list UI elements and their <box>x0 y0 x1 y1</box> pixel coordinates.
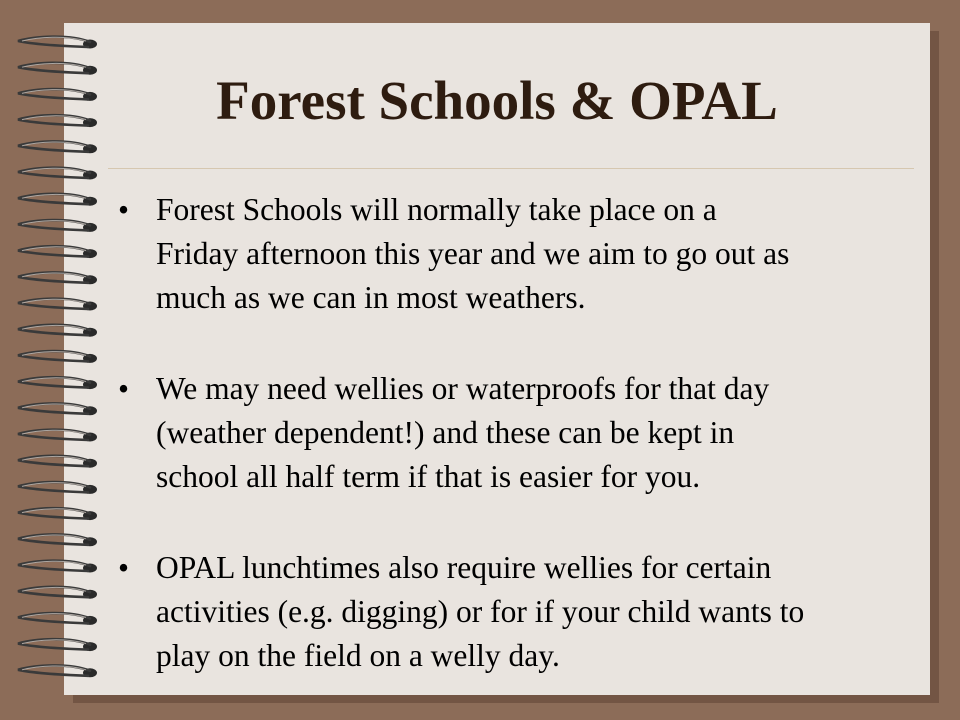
bullet-icon: • <box>118 371 130 406</box>
bullet-item <box>118 188 930 320</box>
spiral-ring-icon <box>18 272 97 284</box>
bullet-line: Forest Schools will normally take place on a <box>156 192 717 227</box>
bullet-item <box>118 367 930 499</box>
spiral-ring-icon <box>18 508 97 520</box>
spiral-ring-icon <box>18 377 97 389</box>
spiral-ring-icon <box>18 482 97 494</box>
spiral-ring-icon <box>18 220 97 232</box>
spiral-ring-icon <box>18 351 97 363</box>
spiral-ring-icon <box>18 168 97 180</box>
spiral-ring-icon <box>18 561 97 573</box>
spiral-ring-icon <box>18 639 97 651</box>
bullet-line: school all half term if that is easier for you. <box>156 459 701 494</box>
spiral-ring-icon <box>18 587 97 599</box>
bullet-line: (weather dependent!) and these can be kept in <box>156 415 735 450</box>
bullet-list <box>118 188 930 720</box>
spiral-ring-icon <box>18 246 97 258</box>
spiral-ring-icon <box>18 534 97 546</box>
bullet-line: activities (e.g. digging) or for if your child wants to <box>156 594 805 629</box>
spiral-ring-icon <box>18 613 97 625</box>
title-divider <box>108 168 914 169</box>
bullet-item <box>118 546 930 678</box>
bullet-line: much as we can in most weathers. <box>156 280 586 315</box>
bullet-line: Friday afternoon this year and we aim to go out as <box>156 236 790 271</box>
bullet-line: We may need wellies or waterproofs for that day <box>156 371 770 406</box>
spiral-ring-icon <box>18 325 97 337</box>
spiral-ring-icon <box>18 37 97 49</box>
spiral-ring-icon <box>18 194 97 206</box>
spiral-ring-icon <box>18 456 97 468</box>
bullet-line: play on the field on a welly day. <box>156 638 560 673</box>
spiral-ring-icon <box>18 299 97 311</box>
bullet-icon: • <box>118 192 130 227</box>
spiral-ring-icon <box>18 430 97 442</box>
spiral-ring-icon <box>18 665 97 677</box>
spiral-ring-icon <box>18 403 97 415</box>
bullet-line: OPAL lunchtimes also require wellies for certain <box>156 550 772 585</box>
spiral-ring-icon <box>18 141 97 153</box>
bullet-icon: • <box>118 550 130 585</box>
page-title: Forest Schools & OPAL <box>216 70 778 131</box>
